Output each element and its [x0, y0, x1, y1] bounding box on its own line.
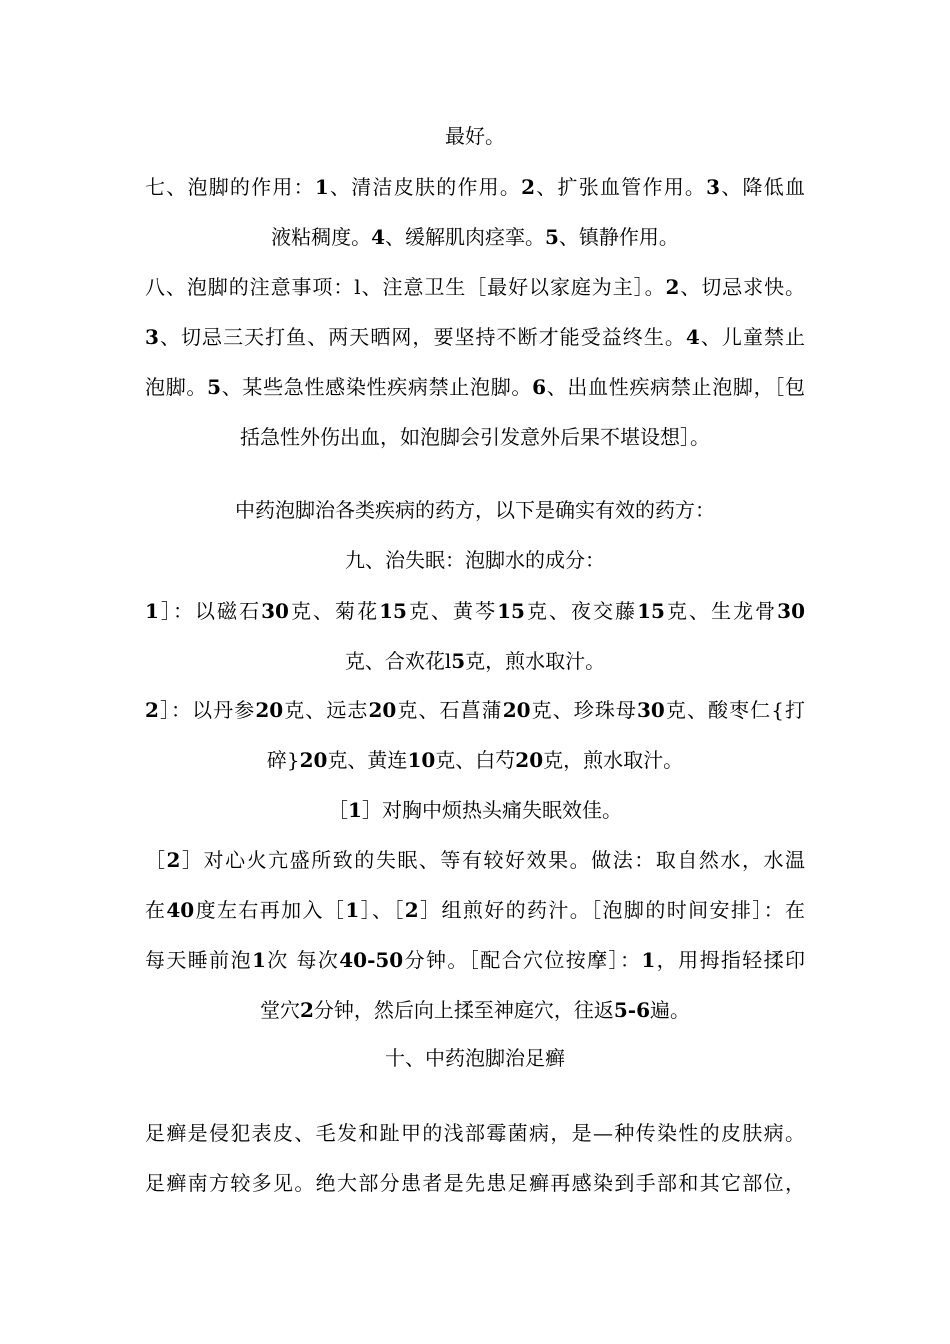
text-line: ［1］对胸中烦热头痛失眠效佳。 [328, 798, 622, 822]
text-line: 克、合欢花l5克，煎水取汁。 [344, 649, 606, 673]
text-line: 在40度左右再加入［1］、［2］组煎好的药汁。［泡脚的时间安排］：在 [145, 898, 806, 922]
text-line: 堂穴2分钟，然后向上揉至神庭穴，往返5-6遍。 [259, 998, 691, 1022]
text-line: 每天睡前泡1次 每次40-50分钟。［配合穴位按摩］：1，用拇指轻揉印 [145, 948, 806, 972]
text-line: 2］：以丹参20克、远志20克、石菖蒲20克、珍珠母30克、酸枣仁{打 [145, 698, 806, 722]
text-line: ［2］对心火亢盛所致的失眠、等有较好效果。做法：取自然水，水温 [145, 848, 806, 872]
text-line: 液粘稠度。4、缓解肌肉痉挛。5、镇静作用。 [271, 225, 679, 249]
text-line: 括急性外伤出血，如泡脚会引发意外后果不堪设想］。 [240, 425, 710, 449]
text-line: 八、泡脚的注意事项：l、注意卫生［最好以家庭为主］。2、切忌求快。 [145, 275, 806, 299]
section-heading: 十、中药泡脚治足癣 [385, 1046, 565, 1070]
text-line: 最好。 [445, 124, 505, 148]
text-line: 碎}20克、黄连10克、白芍20克，煎水取汁。 [266, 748, 684, 772]
section-heading: 九、治失眠：泡脚水的成分： [345, 548, 605, 572]
text-line: 中药泡脚治各类疾病的药方，以下是确实有效的药方： [235, 498, 715, 522]
text-line: 足癣南方较多见。绝大部分患者是先患足癣再感染到手部和其它部位， [145, 1171, 805, 1195]
text-line: 七、泡脚的作用：1、清洁皮肤的作用。2、扩张血管作用。3、降低血 [145, 175, 806, 199]
text-line: 泡脚。5、某些急性感染性疾病禁止泡脚。6、出血性疾病禁止泡脚，［包 [145, 375, 806, 399]
text-line: 足癣是侵犯表皮、毛发和趾甲的浅部霉菌病，是—种传染性的皮肤病。 [145, 1121, 805, 1145]
text-line: 1］：以磁石30克、菊花15克、黄芩15克、夜交藤15克、生龙骨30 [145, 599, 806, 623]
text-line: 3、切忌三天打鱼、两天晒网，要坚持不断才能受益终生。4、儿童禁止 [145, 325, 806, 349]
